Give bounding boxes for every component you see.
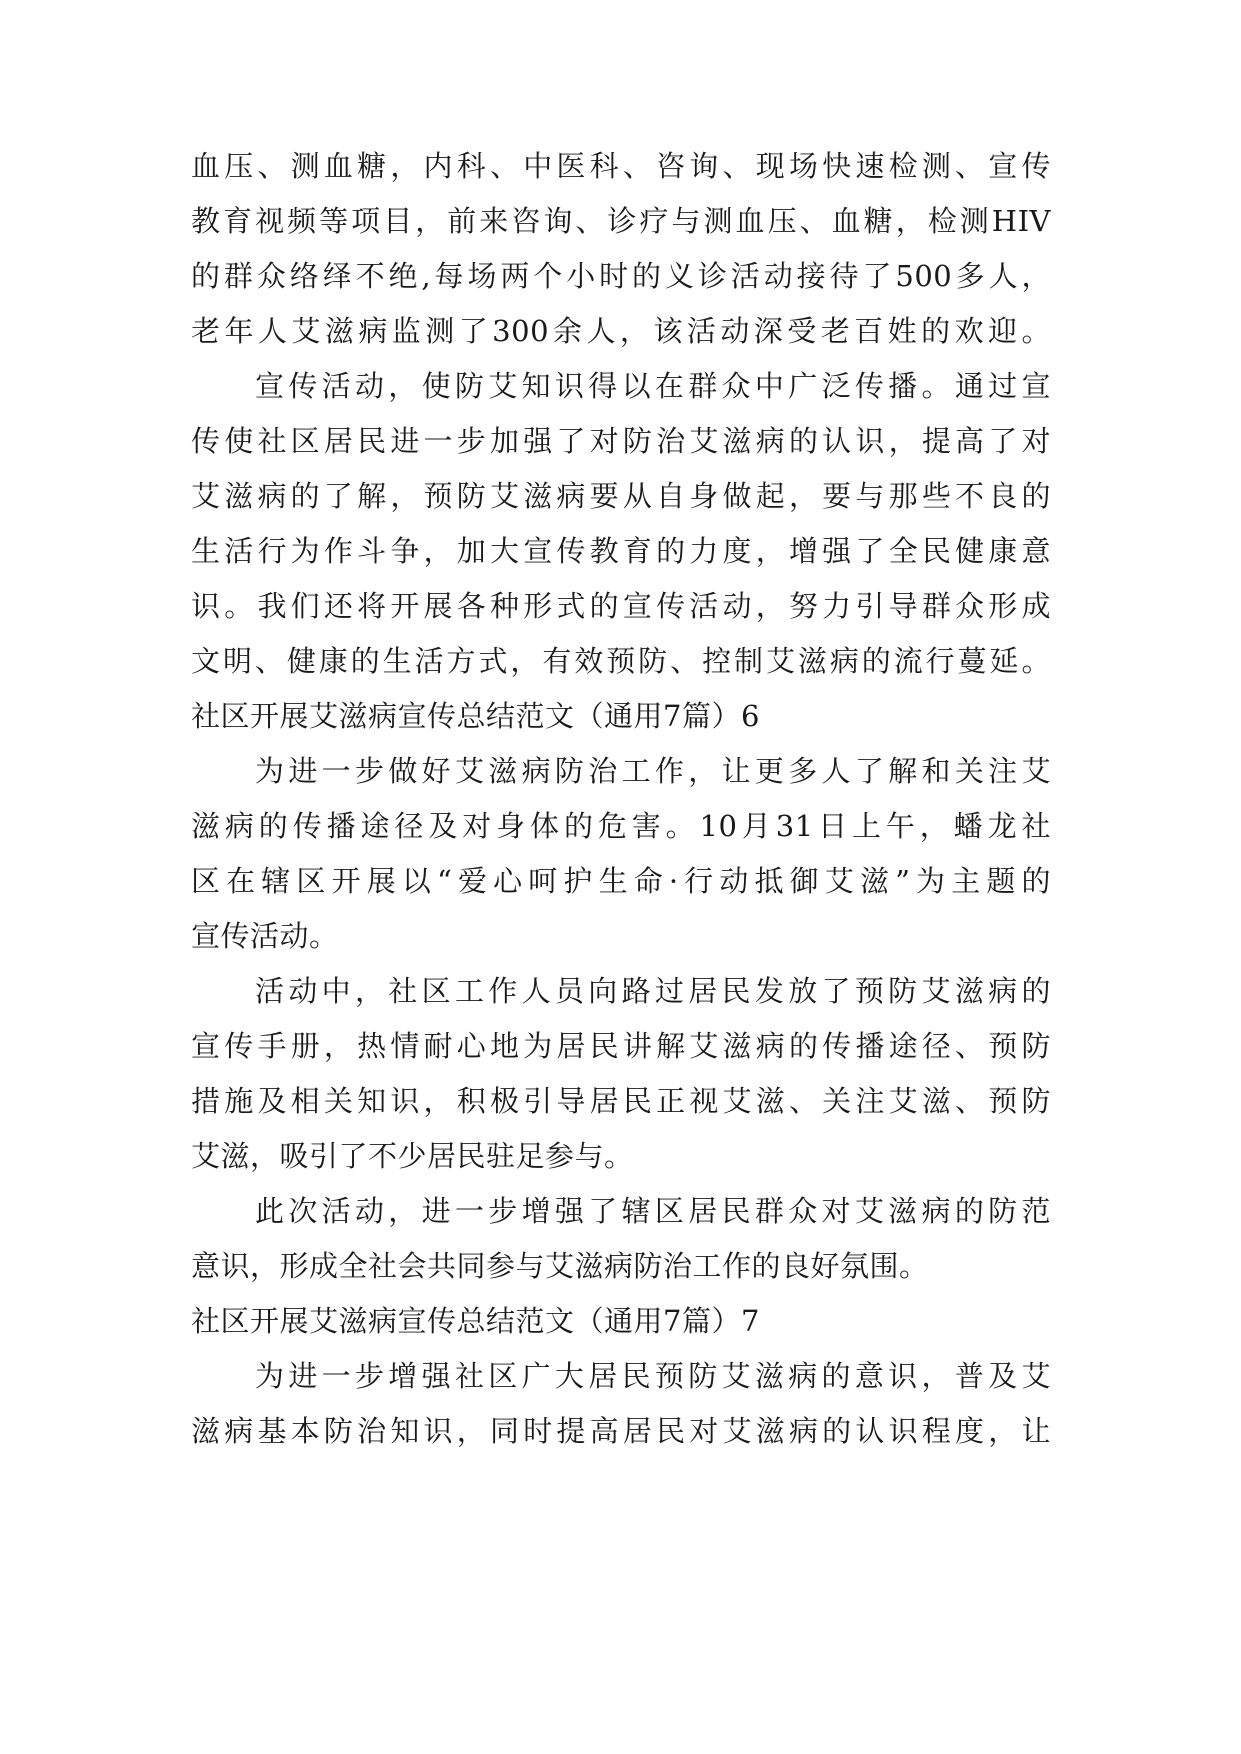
body-text-line: 艾滋，吸引了不少居民驻足参与。 — [191, 1139, 634, 1173]
body-text-line: 措施及相关知识，积极引导居民正视艾滋、关注艾滋、预防 — [191, 1084, 1051, 1118]
body-text-line: 区在辖区开展以“爱心呵护生命·行动抵御艾滋”为主题的 — [191, 864, 1051, 898]
section-heading: 社区开展艾滋病宣传总结范文（通用7篇）6 — [191, 699, 760, 733]
body-text-line: 的群众络绎不绝,每场两个小时的义诊活动接待了500多人， — [191, 259, 1051, 293]
section-heading: 社区开展艾滋病宣传总结范文（通用7篇）7 — [191, 1304, 760, 1338]
body-text-line: 教育视频等项目，前来咨询、诊疗与测血压、血糖，检测HIV — [191, 204, 1051, 238]
body-text-line: 滋病基本防治知识，同时提高居民对艾滋病的认识程度，让 — [191, 1414, 1051, 1448]
body-text-line: 宣传活动。 — [191, 919, 339, 953]
body-text-line: 意识，形成全社会共同参与艾滋病防治工作的良好氛围。 — [191, 1249, 929, 1283]
body-text-line: 文明、健康的生活方式，有效预防、控制艾滋病的流行蔓延。 — [191, 644, 1051, 678]
body-text-line: 老年人艾滋病监测了300余人，该活动深受老百姓的欢迎。 — [191, 314, 1051, 348]
paragraph-first-line: 活动中，社区工作人员向路过居民发放了预防艾滋病的 — [255, 974, 1051, 1008]
body-text-line: 血压、测血糖，内科、中医科、咨询、现场快速检测、宣传 — [191, 149, 1051, 183]
body-text-line: 滋病的传播途径及对身体的危害。10月31日上午，蟠龙社 — [191, 809, 1051, 843]
body-text-line: 生活行为作斗争，加大宣传教育的力度，增强了全民健康意 — [191, 534, 1051, 568]
paragraph-first-line: 宣传活动，使防艾知识得以在群众中广泛传播。通过宣 — [255, 369, 1051, 403]
body-text-line: 传使社区居民进一步加强了对防治艾滋病的认识，提高了对 — [191, 424, 1051, 458]
paragraph-first-line: 此次活动，进一步增强了辖区居民群众对艾滋病的防范 — [255, 1194, 1051, 1228]
body-text-line: 宣传手册，热情耐心地为居民讲解艾滋病的传播途径、预防 — [191, 1029, 1051, 1063]
body-text-line: 识。我们还将开展各种形式的宣传活动，努力引导群众形成 — [191, 589, 1051, 623]
paragraph-first-line: 为进一步增强社区广大居民预防艾滋病的意识，普及艾 — [255, 1359, 1051, 1393]
paragraph-first-line: 为进一步做好艾滋病防治工作，让更多人了解和关注艾 — [255, 754, 1051, 788]
body-text-line: 艾滋病的了解，预防艾滋病要从自身做起，要与那些不良的 — [191, 479, 1051, 513]
